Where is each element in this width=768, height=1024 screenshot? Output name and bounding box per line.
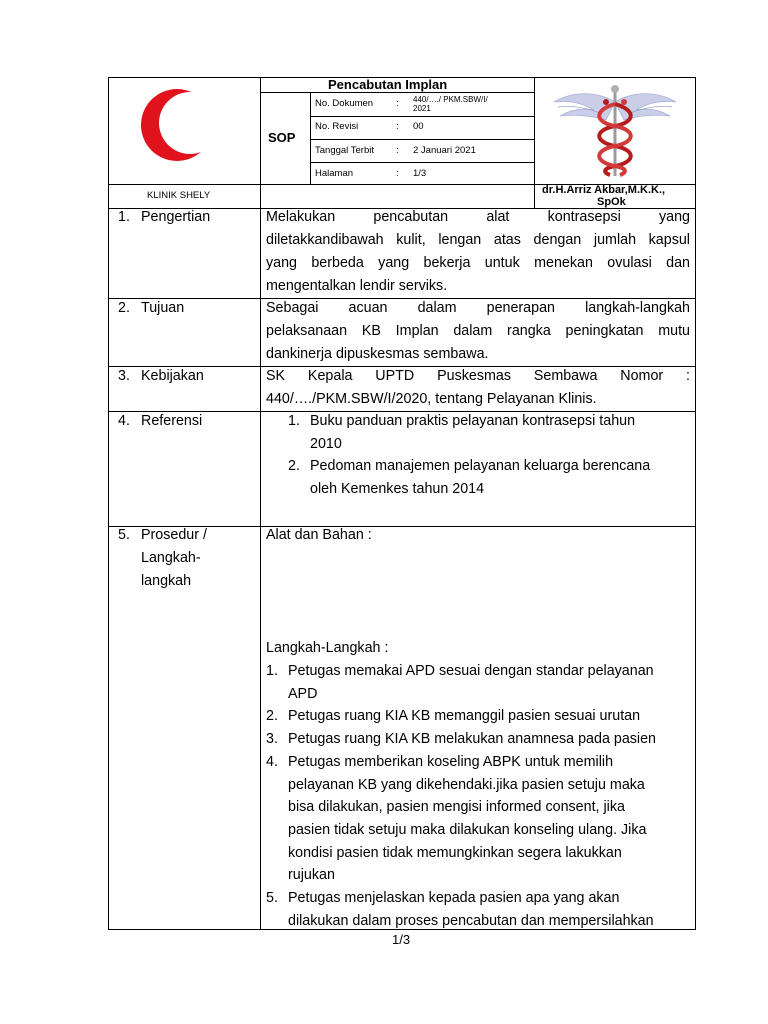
section-label-referensi: Referensi [141,413,203,429]
step-text: Petugas ruang KIA KB memanggil pasien sesuai urutan [288,708,641,725]
langkah-heading: Langkah-Langkah : [266,640,389,656]
step-item [266,705,694,728]
list-number: 1. [288,413,300,429]
step-item [266,660,694,705]
meta-label-halaman: Halaman [315,168,354,179]
step-text: Petugas ruang KIA KB melakukan anamnesa pada pasien [288,731,656,748]
list-item [288,455,693,500]
step-text: dilakukan dalam proses pencabutan dan mempersilahkan [288,912,654,929]
text-line: pelaksanaan KB Implan dalam rangka peningkatan mutu [266,323,690,339]
step-text: rujukan [288,867,335,884]
section-label-prosedur-3: langkah [141,573,192,589]
step-item [266,728,694,751]
section-label-tujuan: Tujuan [141,300,185,316]
meta-value-no-dokumen-2: 2021 [413,104,431,113]
section-label-prosedur: Prosedur / [141,527,207,543]
step-item [266,751,694,887]
meta-label-no-revisi: No. Revisi [315,121,359,132]
clinic-name: KLINIK SHELY [147,190,211,201]
text-line: 440/…./PKM.SBW/I/2020, tentang Pelayanan Klinis. [266,391,597,407]
meta-colon: : [396,98,399,109]
meta-value-tanggal-terbit: 2 Januari 2021 [413,145,476,156]
section-number: 3. [118,368,130,384]
step-text: Petugas memberikan koseling ABPK untuk memilih [288,753,614,770]
step-item [266,887,694,932]
step-number: 1. [266,663,278,679]
section-number: 4. [118,413,130,429]
text-line: diletakkandibawah kulit, lengan atas dengan jumlah kapsul [266,232,690,248]
step-number: 5. [266,890,278,907]
crescent-logo-icon [135,82,220,167]
step-text: pelayanan KB yang dikehendaki.jika pasien setuju maka [288,776,645,793]
meta-label-no-dokumen: No. Dokumen [315,98,374,109]
signatory-line-1: dr.H.Arriz Akbar,M.K.K., [542,184,666,196]
section-number: 2. [118,300,130,316]
meta-label-tanggal-terbit: Tanggal Terbit [315,145,374,156]
caduceus-emblem-icon [544,80,686,180]
text-line: Sebagai acuan dalam penerapan langkah-langkah [266,300,690,316]
step-number: 2. [266,708,278,725]
kebijakan-text [266,365,690,411]
step-number: 3. [266,731,278,748]
section-label-prosedur-2: Langkah- [141,550,201,566]
step-text: Petugas menjelaskan kepada pasien apa yang akan [288,890,620,907]
step-text: Petugas memakai APD sesuai dengan standar pelayanan [288,663,654,679]
langkah-steps-list [266,660,694,932]
text-line: dankinerja dipuskesmas sembawa. [266,346,489,362]
meta-value-halaman: 1/3 [413,168,427,179]
section-number: 5. [118,527,130,543]
text-line: yang berbeda yang bekerja untuk menekan ovulasi dan [266,255,690,271]
section-number: 1. [118,209,130,225]
tujuan-text [266,297,690,366]
list-text: Pedoman manajemen pelayanan keluarga berencana [310,458,651,475]
list-item [288,410,693,455]
page-number-footer: 1/3 [392,932,411,947]
meta-colon: : [396,121,399,132]
step-number: 4. [266,753,278,770]
meta-value-no-revisi: 00 [413,121,424,132]
meta-colon: : [396,145,399,156]
referensi-list [288,410,693,501]
text-line: mengentalkan lendir serviks. [266,278,448,294]
list-text: 2010 [310,435,342,452]
section-label-kebijakan: Kebijakan [141,368,204,384]
sop-label: SOP [268,130,296,145]
list-number: 2. [288,458,300,475]
section-label-pengertian: Pengertian [141,209,211,225]
text-line: Melakukan pencabutan alat kontrasepsi yang [266,209,690,225]
step-text: kondisi pasien tidak memungkinkan segera lakukkan [288,844,622,861]
meta-value-no-dokumen: 440/…./ PKM.SBW/I/ [413,95,488,104]
list-text: Buku panduan praktis pelayanan kontrasepsi tahun [310,413,636,429]
step-text: pasien tidak setuju maka dilakukan konseling ulang. Jika [288,821,647,838]
step-text: bisa dilakukan, pasien mengisi informed consent, jika [288,799,625,816]
step-text: APD [288,685,318,702]
pengertian-text [266,206,690,298]
alat-bahan-heading: Alat dan Bahan : [266,527,372,543]
signatory-line-2: SpOk [597,196,626,208]
document-title: Pencabutan Implan [328,77,448,92]
list-text: oleh Kemenkes tahun 2014 [310,481,485,498]
text-line: SK Kepala UPTD Puskesmas Sembawa Nomor : [266,368,690,384]
meta-colon: : [396,168,399,179]
